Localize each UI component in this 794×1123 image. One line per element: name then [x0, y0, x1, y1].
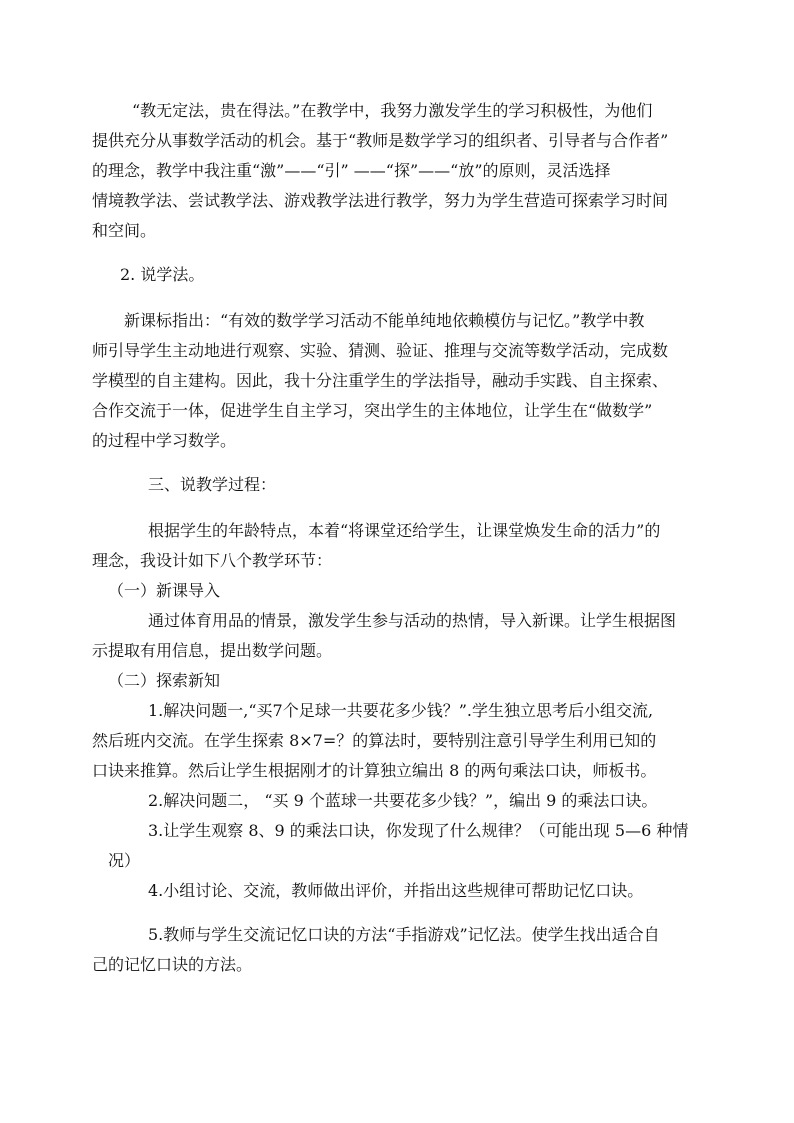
text-line: “教无定法，贵在得法。”在教学中，我努力激发学生的学习积极性，为他们 [132, 101, 653, 120]
text-line: 学模型的自主建构。因此，我十分注重学生的学法指导，融动手实践、自主探索、 [92, 371, 669, 390]
paragraph-problem-two: 2.解决问题二， “买 9 个蓝球一共要花多少钱？”，编出 9 的乘法口诀。 [148, 791, 658, 810]
paragraph-study-method [92, 306, 692, 456]
text-line: 己的记忆口诀的方法。 [92, 955, 253, 974]
section-heading-study-method: 2. 说学法。 [120, 265, 205, 284]
text-line: 和空间。 [92, 221, 157, 240]
text-line: 提供充分从事数学活动的机会。基于“教师是数学学习的组织者、引导者与合作者” [92, 131, 669, 150]
paragraph-process-intro [92, 516, 692, 576]
paragraph-problem-one [92, 696, 692, 786]
text-line: 3.让学生观察 8、9 的乘法口诀，你发现了什么规律？（可能出现 5—6 种情 [148, 821, 689, 840]
paragraph-teaching-method [92, 96, 692, 246]
text-line: 新课标指出：“有效的数学学习活动不能单纯地依赖模仿与记忆。”教学中教 [124, 311, 645, 330]
paragraph-finger-game [92, 920, 692, 980]
text-line: 情境教学法、尝试教学法、游戏教学法进行教学，努力为学生营造可探索学习时间 [92, 191, 669, 210]
text-line: 的过程中学习数学。 [92, 431, 237, 450]
subheading-explore-new-knowledge: （二）探索新知 [108, 671, 221, 690]
text-line: 然后班内交流。在学生探索 8×7=？的算法时，要特别注意引导学生利用已知的 [92, 731, 657, 750]
paragraph-new-lesson-intro [92, 606, 692, 666]
text-line: 5.教师与学生交流记忆口诀的方法“手指游戏”记忆法。使学生找出适合自 [148, 925, 660, 944]
text-line: 理念，我设计如下八个教学环节： [92, 551, 333, 570]
text-line: 示提取有用信息，提出数学问题。 [92, 641, 333, 660]
text-line: 师引导学生主动地进行观察、实验、猜测、验证、推理与交流等数学活动，完成数 [92, 341, 669, 360]
paragraph-observe-pattern [92, 816, 692, 876]
text-line: 况） [108, 851, 141, 870]
paragraph-group-discussion: 4.小组讨论、交流，教师做出评价，并指出这些规律可帮助记忆口诀。 [148, 881, 644, 900]
text-line: 根据学生的年龄特点，本着“将课堂还给学生，让课堂焕发生命的活力”的 [148, 521, 661, 540]
text-line: 1.解决问题一,“买7个足球一共要花多少钱？”.学生独立思考后小组交流, [148, 701, 654, 720]
subheading-new-lesson-intro: （一）新课导入 [108, 581, 221, 600]
text-line: 的理念，教学中我注重“激”——“引” ——“探”——“放”的原则，灵活选择 [92, 161, 611, 180]
document-body [92, 96, 692, 980]
text-line: 合作交流于一体，促进学生自主学习，突出学生的主体地位，让学生在“做数学” [92, 401, 653, 420]
text-line: 通过体育用品的情景，激发学生参与活动的热情，导入新课。让学生根据图 [148, 611, 677, 630]
text-line: 口诀来推算。然后让学生根据刚才的计算独立编出 8 的两句乘法口诀，师板书。 [92, 761, 657, 780]
section-heading-teaching-process: 三、说教学过程： [148, 475, 277, 494]
